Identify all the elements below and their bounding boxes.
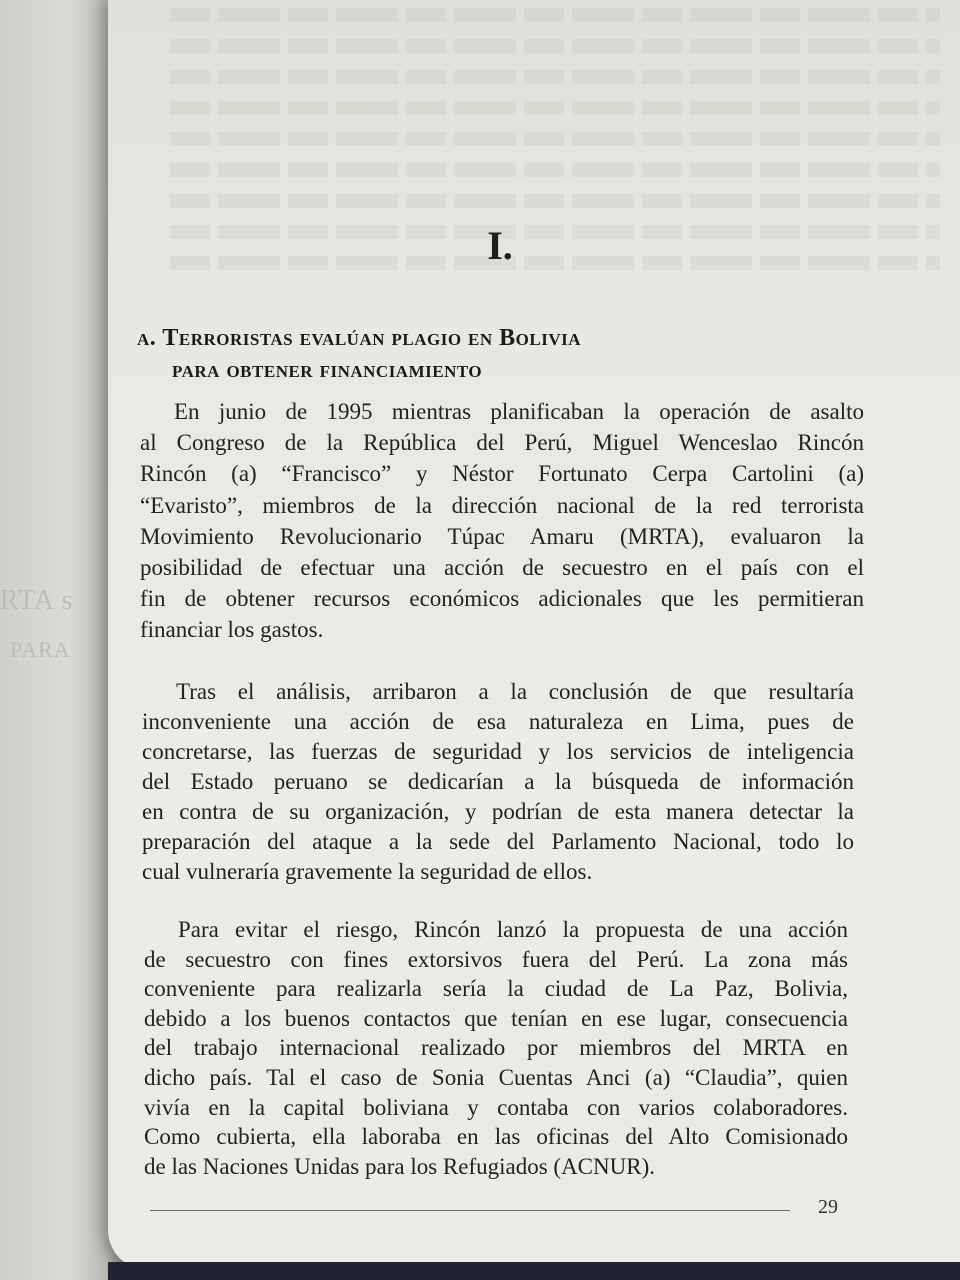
paragraph-line: de las Naciones Unidas para los Refugiados (ACNUR).: [144, 1153, 655, 1179]
paragraph-line: posibilidad de efectuar una acción de secuestro en el país con el: [140, 555, 864, 581]
paragraph-line: dicho país. Tal el caso de Sonia Cuentas Anci (a) “Claudia”, quien: [144, 1064, 848, 1090]
paragraph-3: [144, 915, 848, 1181]
table-surface: [108, 1262, 960, 1280]
page-number: 29: [818, 1196, 838, 1218]
paragraph-line: debido a los buenos contactos que tenían en ese lugar, consecuencia: [144, 1005, 848, 1031]
paragraph-line: “Evaristo”, miembros de la dirección nacional de la red terrorista: [140, 492, 864, 518]
paragraph-line: preparación del ataque a la sede del Parlamento Nacional, todo lo: [142, 829, 854, 854]
paragraph-line: del Estado peruano se dedicarían a la búsqueda de información: [142, 769, 854, 794]
paragraph-line: inconveniente una acción de esa naturaleza en Lima, pues de: [142, 709, 854, 734]
paragraph-1: [140, 396, 864, 646]
paragraph-line: Movimiento Revolucionario Túpac Amaru (MRTA), evaluaron la: [140, 523, 864, 549]
section-heading-line-2: para obtener financiamiento: [172, 357, 483, 383]
section-heading: [137, 322, 581, 386]
chapter-number: I.: [487, 223, 513, 268]
paragraph-line: concretarse, las fuerzas de seguridad y los servicios de inteligencia: [142, 739, 854, 764]
paragraph-line: Rincón (a) “Francisco” y Néstor Fortunato Cerpa Cartolini (a): [140, 461, 864, 487]
paragraph-line: de secuestro con fines extorsivos fuera del Perú. La zona más: [144, 946, 848, 972]
left-page: [0, 0, 125, 1280]
paragraph-line: conveniente para realizarla sería la ciudad de La Paz, Bolivia,: [144, 976, 848, 1002]
paragraph-line: del trabajo internacional realizado por miembros del MRTA en: [144, 1035, 848, 1061]
left-page-fragment-2: PARA: [10, 637, 71, 662]
paragraph-2: [142, 677, 854, 887]
paragraph-line: financiar los gastos.: [140, 617, 324, 643]
section-heading-line-1: a. Terroristas evalúan plagio en Bolivia: [137, 325, 582, 351]
paragraph-line: cual vulneraría gravemente la seguridad de ellos.: [142, 859, 593, 884]
paragraph-line: En junio de 1995 mientras planificaban la operación de asalto: [174, 399, 864, 424]
paragraph-line: en contra de su organización, y podrían de esta manera detectar la: [142, 799, 854, 824]
paragraph-line: Como cubierta, ella laboraba en las oficinas del Alto Comisionado: [144, 1124, 848, 1150]
paragraph-line: al Congreso de la República del Perú, Miguel Wenceslao Rincón: [140, 430, 864, 456]
left-page-fragment-1: RTA s: [0, 585, 74, 616]
paragraph-line: vivía en la capital boliviana y contaba con varios colaboradores.: [144, 1094, 848, 1120]
paragraph-line: Para evitar el riesgo, Rincón lanzó la propuesta de una acción: [178, 917, 848, 942]
left-page-text-fragment: [0, 585, 73, 663]
paragraph-line: fin de obtener recursos económicos adicionales que les permitieran: [140, 586, 864, 612]
paragraph-line: Tras el análisis, arribaron a la conclusión de que resultaría: [176, 679, 854, 704]
footer-rule: [150, 1210, 790, 1211]
